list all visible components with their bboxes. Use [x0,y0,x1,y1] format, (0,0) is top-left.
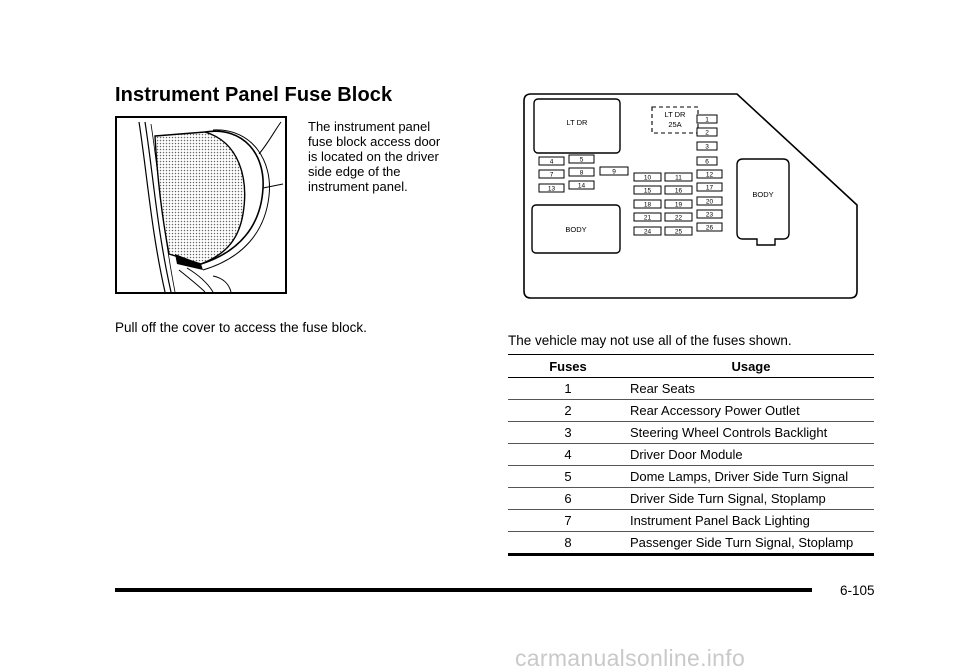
footer-rule [115,588,812,592]
fuse-slot-label: 9 [612,168,616,176]
body-label-right: BODY [752,190,774,199]
fuse-slot-label: 26 [705,224,714,232]
fuse-number: 1 [508,378,628,400]
lt-dr-25a-label-line2: 25A [668,120,682,129]
usage-column-header: Usage [628,355,874,378]
section-heading: Instrument Panel Fuse Block [115,84,393,106]
fuse-number: 6 [508,488,628,510]
fuse-number: 8 [508,532,628,555]
fuse-slot-label: 12 [705,171,714,179]
intro-paragraph [308,119,468,194]
fuse-usage: Rear Accessory Power Outlet [628,400,874,422]
table-row [508,532,874,555]
page-number: 6-105 [840,583,875,598]
fuse-number: 5 [508,466,628,488]
fuse-slot-label: 23 [705,211,714,219]
fuse-block-diagram [523,93,859,299]
fuse-usage: Instrument Panel Back Lighting [628,510,874,532]
fuse-slot-label: 6 [705,158,709,166]
fuse-number: 4 [508,444,628,466]
fuse-number: 7 [508,510,628,532]
table-row [508,466,874,488]
table-caption: The vehicle may not use all of the fuses shown. [508,333,792,348]
fuse-number: 2 [508,400,628,422]
table-row [508,378,874,400]
fuse-slot-label: 17 [705,184,714,192]
fuses-column-header: Fuses [508,355,628,378]
fuse-usage: Driver Door Module [628,444,874,466]
fuse-slot-label: 20 [705,198,714,206]
fuse-slot-label: 25 [674,228,683,236]
body-module-right [737,159,789,245]
intro-line: side edge of the [308,164,401,179]
fuse-slot-label: 3 [705,143,709,151]
fuse-usage-table [508,354,874,556]
fuse-slot-label: 15 [643,187,652,195]
instruction-text: Pull off the cover to access the fuse block. [115,320,367,335]
fuse-slot-label: 21 [643,214,652,222]
lt-dr-25a-label-line1: LT DR [664,110,686,119]
fuse-slot-label: 2 [705,129,709,137]
fuse-slot-label: 22 [674,214,683,222]
intro-line: instrument panel. [308,179,408,194]
table-row [508,444,874,466]
body-label-left: BODY [565,225,587,234]
intro-line: The instrument panel [308,119,431,134]
fuse-slot-label: 18 [643,201,652,209]
fuse-number: 3 [508,422,628,444]
fuse-slot-label: 7 [549,171,554,179]
table-row [508,400,874,422]
fuse-usage: Passenger Side Turn Signal, Stoplamp [628,532,874,555]
fuse-usage: Steering Wheel Controls Backlight [628,422,874,444]
fuse-slot-label: 5 [579,156,584,164]
watermark: carmanualsonline.info [515,645,746,671]
fuse-slot-label: 24 [643,228,652,236]
fuse-slot-label: 1 [705,116,709,124]
fuse-slot-label: 4 [549,158,554,166]
fuse-slot-label: 14 [577,182,586,190]
table-header-row [508,355,874,378]
fuse-access-door-illustration [115,116,287,294]
fuse-slot-label: 11 [675,174,682,182]
fuse-slot-label: 19 [674,201,683,209]
intro-line: is located on the driver [308,149,439,164]
fuse-slot-label: 8 [579,169,584,177]
fuse-slot-label: 10 [643,174,652,182]
intro-line: fuse block access door [308,134,441,149]
fuse-usage: Rear Seats [628,378,874,400]
fuse-slot-label: 13 [547,185,556,193]
fuse-usage: Dome Lamps, Driver Side Turn Signal [628,466,874,488]
table-row [508,510,874,532]
fuse-slot-label: 16 [674,187,683,195]
fuse-usage: Driver Side Turn Signal, Stoplamp [628,488,874,510]
lt-dr-label: LT DR [566,118,588,127]
table-row [508,422,874,444]
table-row [508,488,874,510]
